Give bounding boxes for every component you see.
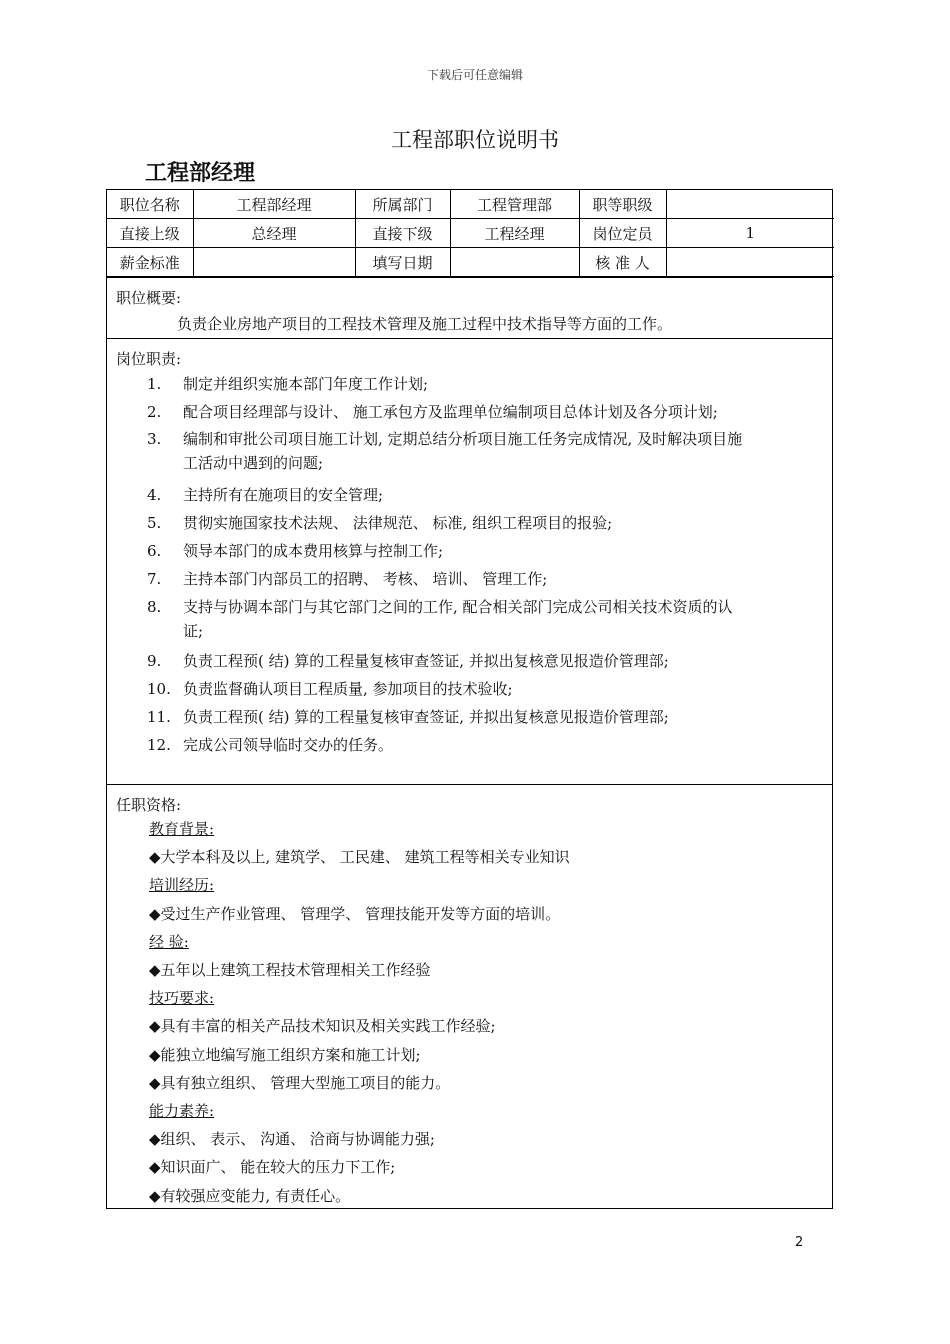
duty-text	[183, 649, 820, 673]
info-row	[107, 190, 834, 219]
info-value	[193, 248, 355, 277]
duty-number: 12.	[147, 736, 171, 754]
info-value	[666, 190, 834, 219]
info-value: 工程经理	[450, 219, 579, 248]
qualification-heading: 教育背景:	[149, 820, 215, 838]
qualification-heading: 技巧要求:	[149, 989, 215, 1007]
duty-number: 6.	[147, 542, 162, 560]
info-value: 工程部经理	[193, 190, 355, 219]
info-row	[107, 219, 834, 248]
job-description-form	[106, 189, 833, 1209]
info-label: 填写日期	[355, 248, 450, 277]
duty-text-line: 制定并组织实施本部门年度工作计划;	[183, 375, 429, 393]
qualification-item: ◆五年以上建筑工程技术管理相关工作经验	[149, 961, 431, 979]
duty-text-line: 证;	[183, 622, 204, 640]
duty-text	[183, 372, 820, 396]
duty-number: 11.	[147, 708, 171, 726]
duty-number: 5.	[147, 514, 162, 532]
duty-text-line: 贯彻实施国家技术法规、 法律规范、 标准, 组织工程项目的报验;	[183, 514, 613, 532]
qualification-heading: 能力素养:	[149, 1102, 215, 1120]
qualifications-section	[107, 784, 832, 1211]
duty-text-line: 工活动中遇到的问题;	[183, 454, 324, 472]
header-note: 下载后可任意编辑	[426, 68, 523, 82]
summary-section	[107, 277, 832, 338]
info-value: 工程管理部	[450, 190, 579, 219]
info-label: 职等职级	[579, 190, 666, 219]
info-label: 直接下级	[355, 219, 450, 248]
duty-text-line: 配合项目经理部与设计、 施工承包方及监理单位编制项目总体计划及各分项计划;	[183, 403, 718, 421]
summary-text: 负责企业房地产项目的工程技术管理及施工过程中技术指导等方面的工作。	[177, 315, 673, 333]
duty-text-line: 负责工程预( 结) 算的工程量复核审查签证, 并拟出复核意见报造价管理部;	[183, 708, 669, 726]
duty-text-line: 主持所有在施项目的安全管理;	[183, 486, 384, 504]
info-value	[450, 248, 579, 277]
info-value	[666, 248, 834, 277]
duty-number: 3.	[147, 430, 162, 448]
position-info-table	[107, 190, 834, 277]
page-number: 2	[795, 1235, 804, 1250]
position-title: 工程部经理	[145, 161, 256, 186]
duty-number: 8.	[147, 598, 162, 616]
duty-text	[183, 511, 820, 535]
qualification-item: ◆受过生产作业管理、 管理学、 管理技能开发等方面的培训。	[149, 905, 561, 923]
duty-text	[183, 567, 820, 591]
duty-text	[183, 677, 820, 701]
qualification-item: ◆大学本科及以上, 建筑学、 工民建、 建筑工程等相关专业知识	[149, 848, 570, 866]
info-label: 薪金标准	[107, 248, 193, 277]
qualification-heading: 培训经历:	[149, 876, 215, 894]
duty-number: 10.	[147, 680, 171, 698]
summary-label: 职位概要:	[116, 289, 182, 307]
qualifications-label: 任职资格:	[116, 796, 182, 814]
qualification-item: ◆具有丰富的相关产品技术知识及相关实践工作经验;	[149, 1017, 496, 1035]
duty-text-line: 负责工程预( 结) 算的工程量复核审查签证, 并拟出复核意见报造价管理部;	[183, 652, 669, 670]
document-title: 工程部职位说明书	[391, 128, 559, 152]
info-label: 直接上级	[107, 219, 193, 248]
info-value: 总经理	[193, 219, 355, 248]
info-row	[107, 248, 834, 277]
duty-text-line: 完成公司领导临时交办的任务。	[183, 736, 394, 754]
qualification-item: ◆有较强应变能力, 有责任心。	[149, 1187, 351, 1205]
duty-number: 2.	[147, 403, 162, 421]
duty-number: 4.	[147, 486, 162, 504]
duty-number: 9.	[147, 652, 162, 670]
info-value: 1	[666, 219, 834, 248]
qualification-item: ◆能独立地编写施工组织方案和施工计划;	[149, 1046, 421, 1064]
info-label: 核 准 人	[579, 248, 666, 277]
duties-label: 岗位职责:	[116, 350, 182, 368]
duty-text-line: 支持与协调本部门与其它部门之间的工作, 配合相关部门完成公司相关技术资质的认	[183, 598, 733, 616]
duty-text-line: 领导本部门的成本费用核算与控制工作;	[183, 542, 444, 560]
duty-text	[183, 595, 820, 643]
duty-text	[183, 733, 820, 757]
duty-text	[183, 539, 820, 563]
duty-text-line: 编制和审批公司项目施工计划, 定期总结分析项目施工任务完成情况, 及时解决项目施	[183, 430, 743, 448]
qualification-item: ◆组织、 表示、 沟通、 洽商与协调能力强;	[149, 1130, 435, 1148]
info-label: 所属部门	[355, 190, 450, 219]
info-label: 职位名称	[107, 190, 193, 219]
duty-text-line: 主持本部门内部员工的招聘、 考核、 培训、 管理工作;	[183, 570, 548, 588]
info-label: 岗位定员	[579, 219, 666, 248]
duty-text	[183, 427, 820, 475]
qualification-item: ◆知识面广、 能在较大的压力下工作;	[149, 1158, 396, 1176]
duties-section	[107, 338, 832, 784]
qualification-heading: 经 验:	[149, 933, 189, 951]
duty-text	[183, 705, 820, 729]
qualification-item: ◆具有独立组织、 管理大型施工项目的能力。	[149, 1074, 451, 1092]
duty-number: 7.	[147, 570, 162, 588]
duty-text	[183, 483, 820, 507]
duty-text	[183, 400, 820, 424]
duty-number: 1.	[147, 375, 162, 393]
duty-text-line: 负责监督确认项目工程质量, 参加项目的技术验收;	[183, 680, 513, 698]
